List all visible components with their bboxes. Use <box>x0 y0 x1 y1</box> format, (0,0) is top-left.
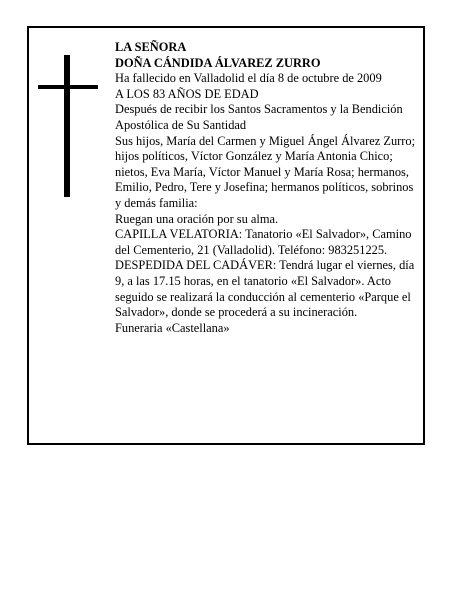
funeral-home: Funeraria «Castellana» <box>115 320 230 335</box>
cross-vertical-bar <box>64 55 70 197</box>
obituary-heading: LA SEÑORA <box>115 40 187 54</box>
prayer-request: Ruegan una oración por su alma. <box>115 211 279 226</box>
chapel-info: CAPILLA VELATORIA: Tanatorio «El Salvador», Camino del Cementerio, 21 (Valladolid). Teléfono: 983251225. <box>115 227 412 257</box>
cross-horizontal-bar <box>38 85 98 89</box>
sacraments-statement: Después de recibir los Santos Sacramentos y la Bendición Apostólica de Su Santidad <box>115 102 403 132</box>
family-statement: Sus hijos, María del Carmen y Miguel Ángel Álvarez Zurro; hijos políticos, Víctor González y María Antonia Chico; nietos, Eva María, Víctor Manuel y María Rosa; hermanos, Emilio, Pedro, Tere y Josefina; hermanos políticos, sobrinos y demás familia: <box>115 133 416 210</box>
cross-icon <box>38 55 98 197</box>
death-statement: Ha fallecido en Valladolid el día 8 de octubre de 2009 <box>115 71 382 86</box>
farewell-info: DESPEDIDA DEL CADÁVER: Tendrá lugar el viernes, día 9, a las 17.15 horas, en el tanatorio «El Salvador». Acto seguido se realizará la conducción al cementerio «Parque el Salvador», donde se procederá a su incineración. <box>115 258 415 320</box>
age-statement: A LOS 83 AÑOS DE EDAD <box>115 86 259 101</box>
obituary-text <box>115 40 418 336</box>
deceased-name: DOÑA CÁNDIDA ÁLVAREZ ZURRO <box>115 55 321 70</box>
